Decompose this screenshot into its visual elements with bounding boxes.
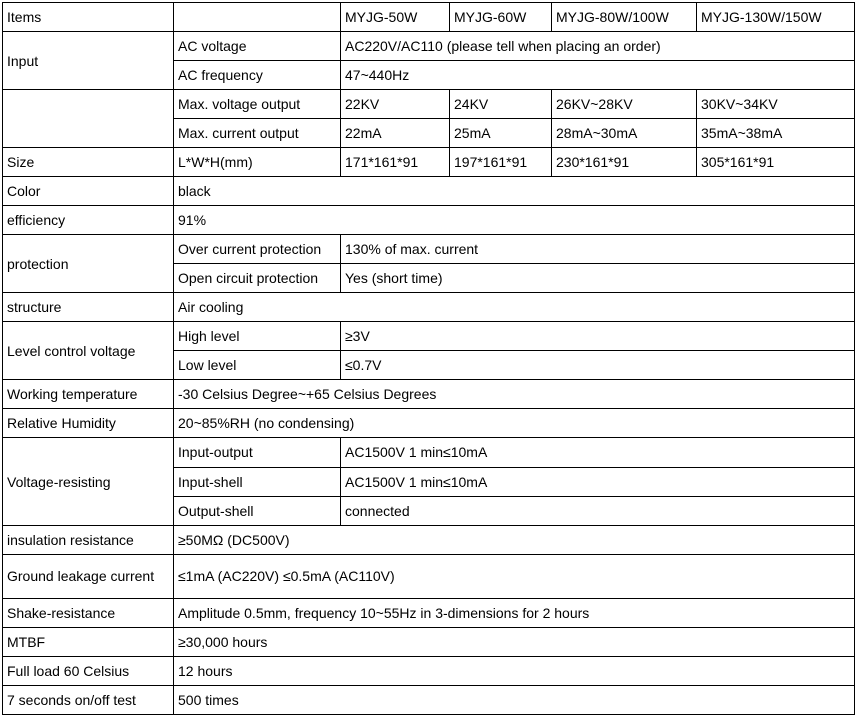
working-temperature-value: -30 Celsius Degree~+65 Celsius Degrees [174, 380, 855, 409]
voltage-resisting-label: Voltage-resisting [3, 438, 174, 525]
ac-voltage-label: AC voltage [174, 32, 341, 61]
low-level-label: Low level [174, 351, 341, 380]
full-load-value: 12 hours [174, 656, 855, 685]
onoff-test-row [3, 685, 855, 714]
output-row [3, 90, 855, 119]
working-temperature-row [3, 380, 855, 409]
ac-voltage-value: AC220V/AC110 (please tell when placing an order) [341, 32, 855, 61]
over-current-label: Over current protection [174, 235, 341, 264]
header-row [3, 3, 855, 32]
input-row [3, 32, 855, 61]
relative-humidity-row [3, 409, 855, 438]
model-header-130w-150w: MYJG-130W/150W [697, 3, 855, 32]
size-row [3, 148, 855, 177]
max-voltage-50w: 22KV [341, 90, 450, 119]
max-voltage-80w-100w: 26KV~28KV [552, 90, 697, 119]
max-current-50w: 22mA [341, 119, 450, 148]
output-shell-value: connected [341, 496, 855, 525]
open-circuit-value: Yes (short time) [341, 264, 855, 293]
max-voltage-130w-150w: 30KV~34KV [697, 90, 855, 119]
max-current-130w-150w: 35mA~38mA [697, 119, 855, 148]
efficiency-value: 91% [174, 206, 855, 235]
color-value: black [174, 177, 855, 206]
size-60w: 197*161*91 [450, 148, 552, 177]
max-voltage-60w: 24KV [450, 90, 552, 119]
input-label: Input [3, 32, 174, 90]
ac-frequency-label: AC frequency [174, 61, 341, 90]
color-label: Color [3, 177, 174, 206]
full-load-label: Full load 60 Celsius [3, 656, 174, 685]
input-shell-label: Input-shell [174, 467, 341, 496]
spec-table [2, 2, 855, 715]
shake-resistance-label: Shake-resistance [3, 598, 174, 627]
working-temperature-label: Working temperature [3, 380, 174, 409]
max-voltage-label: Max. voltage output [174, 90, 341, 119]
protection-row [3, 235, 855, 264]
ground-leakage-label: Ground leakage current [3, 554, 174, 598]
insulation-resistance-value: ≥50MΩ (DC500V) [174, 525, 855, 554]
size-label: Size [3, 148, 174, 177]
onoff-test-label: 7 seconds on/off test [3, 685, 174, 714]
structure-row [3, 293, 855, 322]
model-header-80w-100w: MYJG-80W/100W [552, 3, 697, 32]
level-control-label: Level control voltage [3, 322, 174, 380]
over-current-value: 130% of max. current [341, 235, 855, 264]
efficiency-row [3, 206, 855, 235]
input-shell-value: AC1500V 1 min≤10mA [341, 467, 855, 496]
mtbf-label: MTBF [3, 627, 174, 656]
ac-frequency-value: 47~440Hz [341, 61, 855, 90]
model-header-60w: MYJG-60W [450, 3, 552, 32]
high-level-label: High level [174, 322, 341, 351]
insulation-resistance-row [3, 525, 855, 554]
mtbf-row [3, 627, 855, 656]
size-130w-150w: 305*161*91 [697, 148, 855, 177]
structure-value: Air cooling [174, 293, 855, 322]
ground-leakage-value: ≤1mA (AC220V) ≤0.5mA (AC110V) [174, 554, 855, 598]
output-label-empty [3, 90, 174, 148]
size-80w-100w: 230*161*91 [552, 148, 697, 177]
size-50w: 171*161*91 [341, 148, 450, 177]
insulation-resistance-label: insulation resistance [3, 525, 174, 554]
shake-resistance-row [3, 598, 855, 627]
max-current-60w: 25mA [450, 119, 552, 148]
input-output-value: AC1500V 1 min≤10mA [341, 438, 855, 467]
efficiency-label: efficiency [3, 206, 174, 235]
low-level-value: ≤0.7V [341, 351, 855, 380]
output-shell-label: Output-shell [174, 496, 341, 525]
items-header: Items [3, 3, 174, 32]
relative-humidity-value: 20~85%RH (no condensing) [174, 409, 855, 438]
full-load-row [3, 656, 855, 685]
relative-humidity-label: Relative Humidity [3, 409, 174, 438]
ground-leakage-row [3, 554, 855, 598]
onoff-test-value: 500 times [174, 685, 855, 714]
structure-label: structure [3, 293, 174, 322]
high-level-value: ≥3V [341, 322, 855, 351]
input-output-label: Input-output [174, 438, 341, 467]
empty-cell [174, 3, 341, 32]
shake-resistance-value: Amplitude 0.5mm, frequency 10~55Hz in 3-dimensions for 2 hours [174, 598, 855, 627]
size-sub-label: L*W*H(mm) [174, 148, 341, 177]
mtbf-value: ≥30,000 hours [174, 627, 855, 656]
max-current-80w-100w: 28mA~30mA [552, 119, 697, 148]
model-header-50w: MYJG-50W [341, 3, 450, 32]
color-row [3, 177, 855, 206]
protection-label: protection [3, 235, 174, 293]
open-circuit-label: Open circuit protection [174, 264, 341, 293]
max-current-label: Max. current output [174, 119, 341, 148]
voltage-resisting-row [3, 438, 855, 467]
level-control-row [3, 322, 855, 351]
